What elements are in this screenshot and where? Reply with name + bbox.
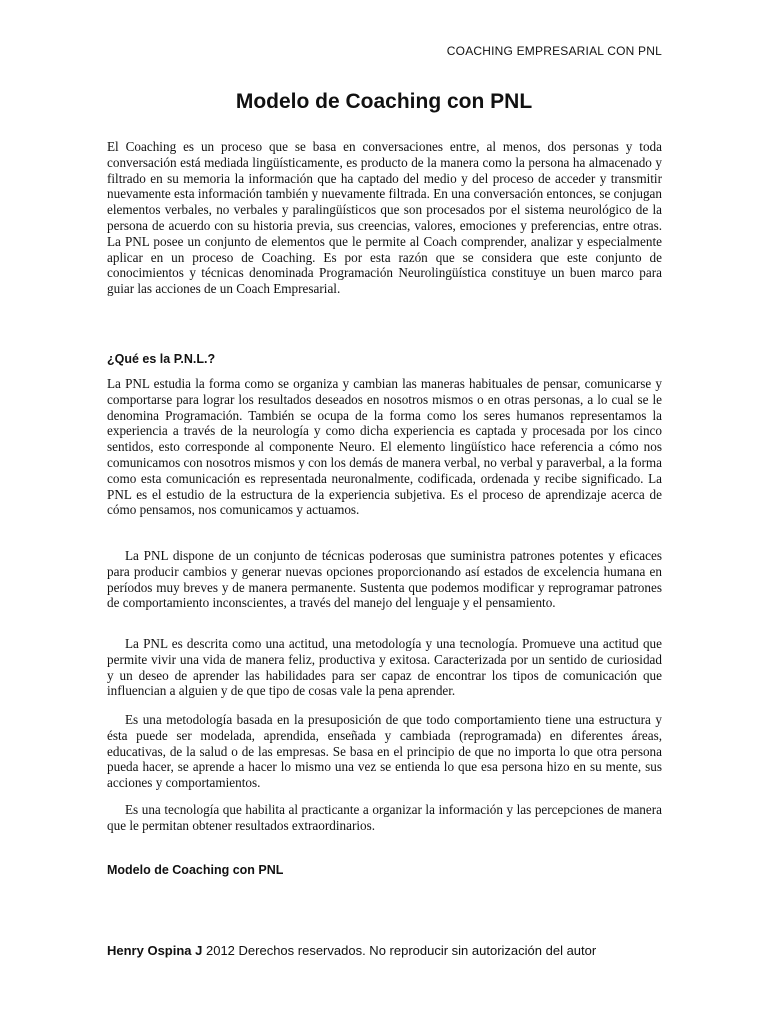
paragraph-attitude: La PNL es descrita como una actitud, una metodología y una tecnología. Promueve una actitud que permite vivir una vida de manera feliz, productiva y exitosa. Caracterizada por un sentido de curiosidad y un deseo de aprender las habilidades para ser capaz de encontrar los tipos de comunicación que influencian a alguien y de que tipo de cosas vale la pena aprender.: [107, 636, 662, 699]
paragraph-definition: La PNL estudia la forma como se organiza y cambian las maneras habituales de pensar, comunicarse y comportarse para lograr los resultados deseados en nosotros mismos o en otras personas, a lo cual se le denomina Programación. También se ocupa de la forma como los seres humanos representamos la experiencia a través de la neurología y como dicha experiencia es captada y procesada por los cinco sentidos, esto corresponde al componente Neuro. El elemento lingüístico hace referencia a cómo nos comunicamos con nosotros mismos y con los demás de manera verbal, no verbal y paraverbal, a la forma como esta comunicación es representada neuronalmente, codificada, ordenada y recibe significado. La PNL es el estudio de la estructura de la experiencia subjetiva. Es el proceso de aprendizaje acerca de cómo pensamos, nos comunicamos y actuamos.: [107, 376, 662, 518]
intro-paragraph: El Coaching es un proceso que se basa en conversaciones entre, al menos, dos personas y toda conversación está mediada lingüísticamente, es producto de la manera como la persona ha almacenado y filtrado en su memoria la información que ha captado del medio y del proceso de acceder y transmitir nuevamente esta información también y nuevamente filtrada. En una conversación entonces, se conjugan elementos verbales, no verbales y paralingüísticos que son procesados por el sistema neurológico de la persona de acuerdo con su historia previa, sus creencias, valores, emociones y preferencias, entre otras. La PNL posee un conjunto de elementos que le permite al Coach comprender, analizar y especialmente aplicar en un proceso de Coaching. Es por esta razón que se considera que este conjunto de conocimientos y técnicas denominada Programación Neurolingüística constituye un buen marco para guiar las acciones de un Coach Empresarial.: [107, 139, 662, 297]
subheading: Modelo de Coaching con PNL: [107, 863, 284, 877]
footer: [107, 943, 596, 958]
paragraph-technology: Es una tecnología que habilita al practicante a organizar la información y las percepciones de manera que le permitan obtener resultados extraordinarios.: [107, 802, 662, 833]
section-heading: ¿Qué es la P.N.L.?: [107, 352, 216, 366]
paragraph-techniques: La PNL dispone de un conjunto de técnicas poderosas que suministra patrones potentes y eficaces para producir cambios y generar nuevas opciones proporcionando así estados de excelencia humana en períodos muy breves y de manera permanente. Sustenta que podemos modificar y reprogramar patrones de comportamiento inconscientes, a través del manejo del lenguaje y el pensamiento.: [107, 548, 662, 611]
page-title: Modelo de Coaching con PNL: [235, 90, 533, 113]
running-header: COACHING EMPRESARIAL CON PNL: [446, 44, 662, 58]
paragraph-methodology: Es una metodología basada en la presuposición de que todo comportamiento tiene una estructura y ésta puede ser modelada, aprendida, enseñada y cambiada (reprogramada) en diferentes áreas, educativas, de la salud o de las empresas. Se basa en el principio de que no importa lo que otra persona pueda hacer, se aprende a hacer lo mismo una vez se entienda lo que esa persona hizo en su mente, sus acciones y comportamientos.: [107, 712, 662, 791]
footer-notice: 2012 Derechos reservados. No reproducir sin autorización del autor: [202, 943, 597, 958]
footer-author: Henry Ospina J: [107, 943, 203, 958]
